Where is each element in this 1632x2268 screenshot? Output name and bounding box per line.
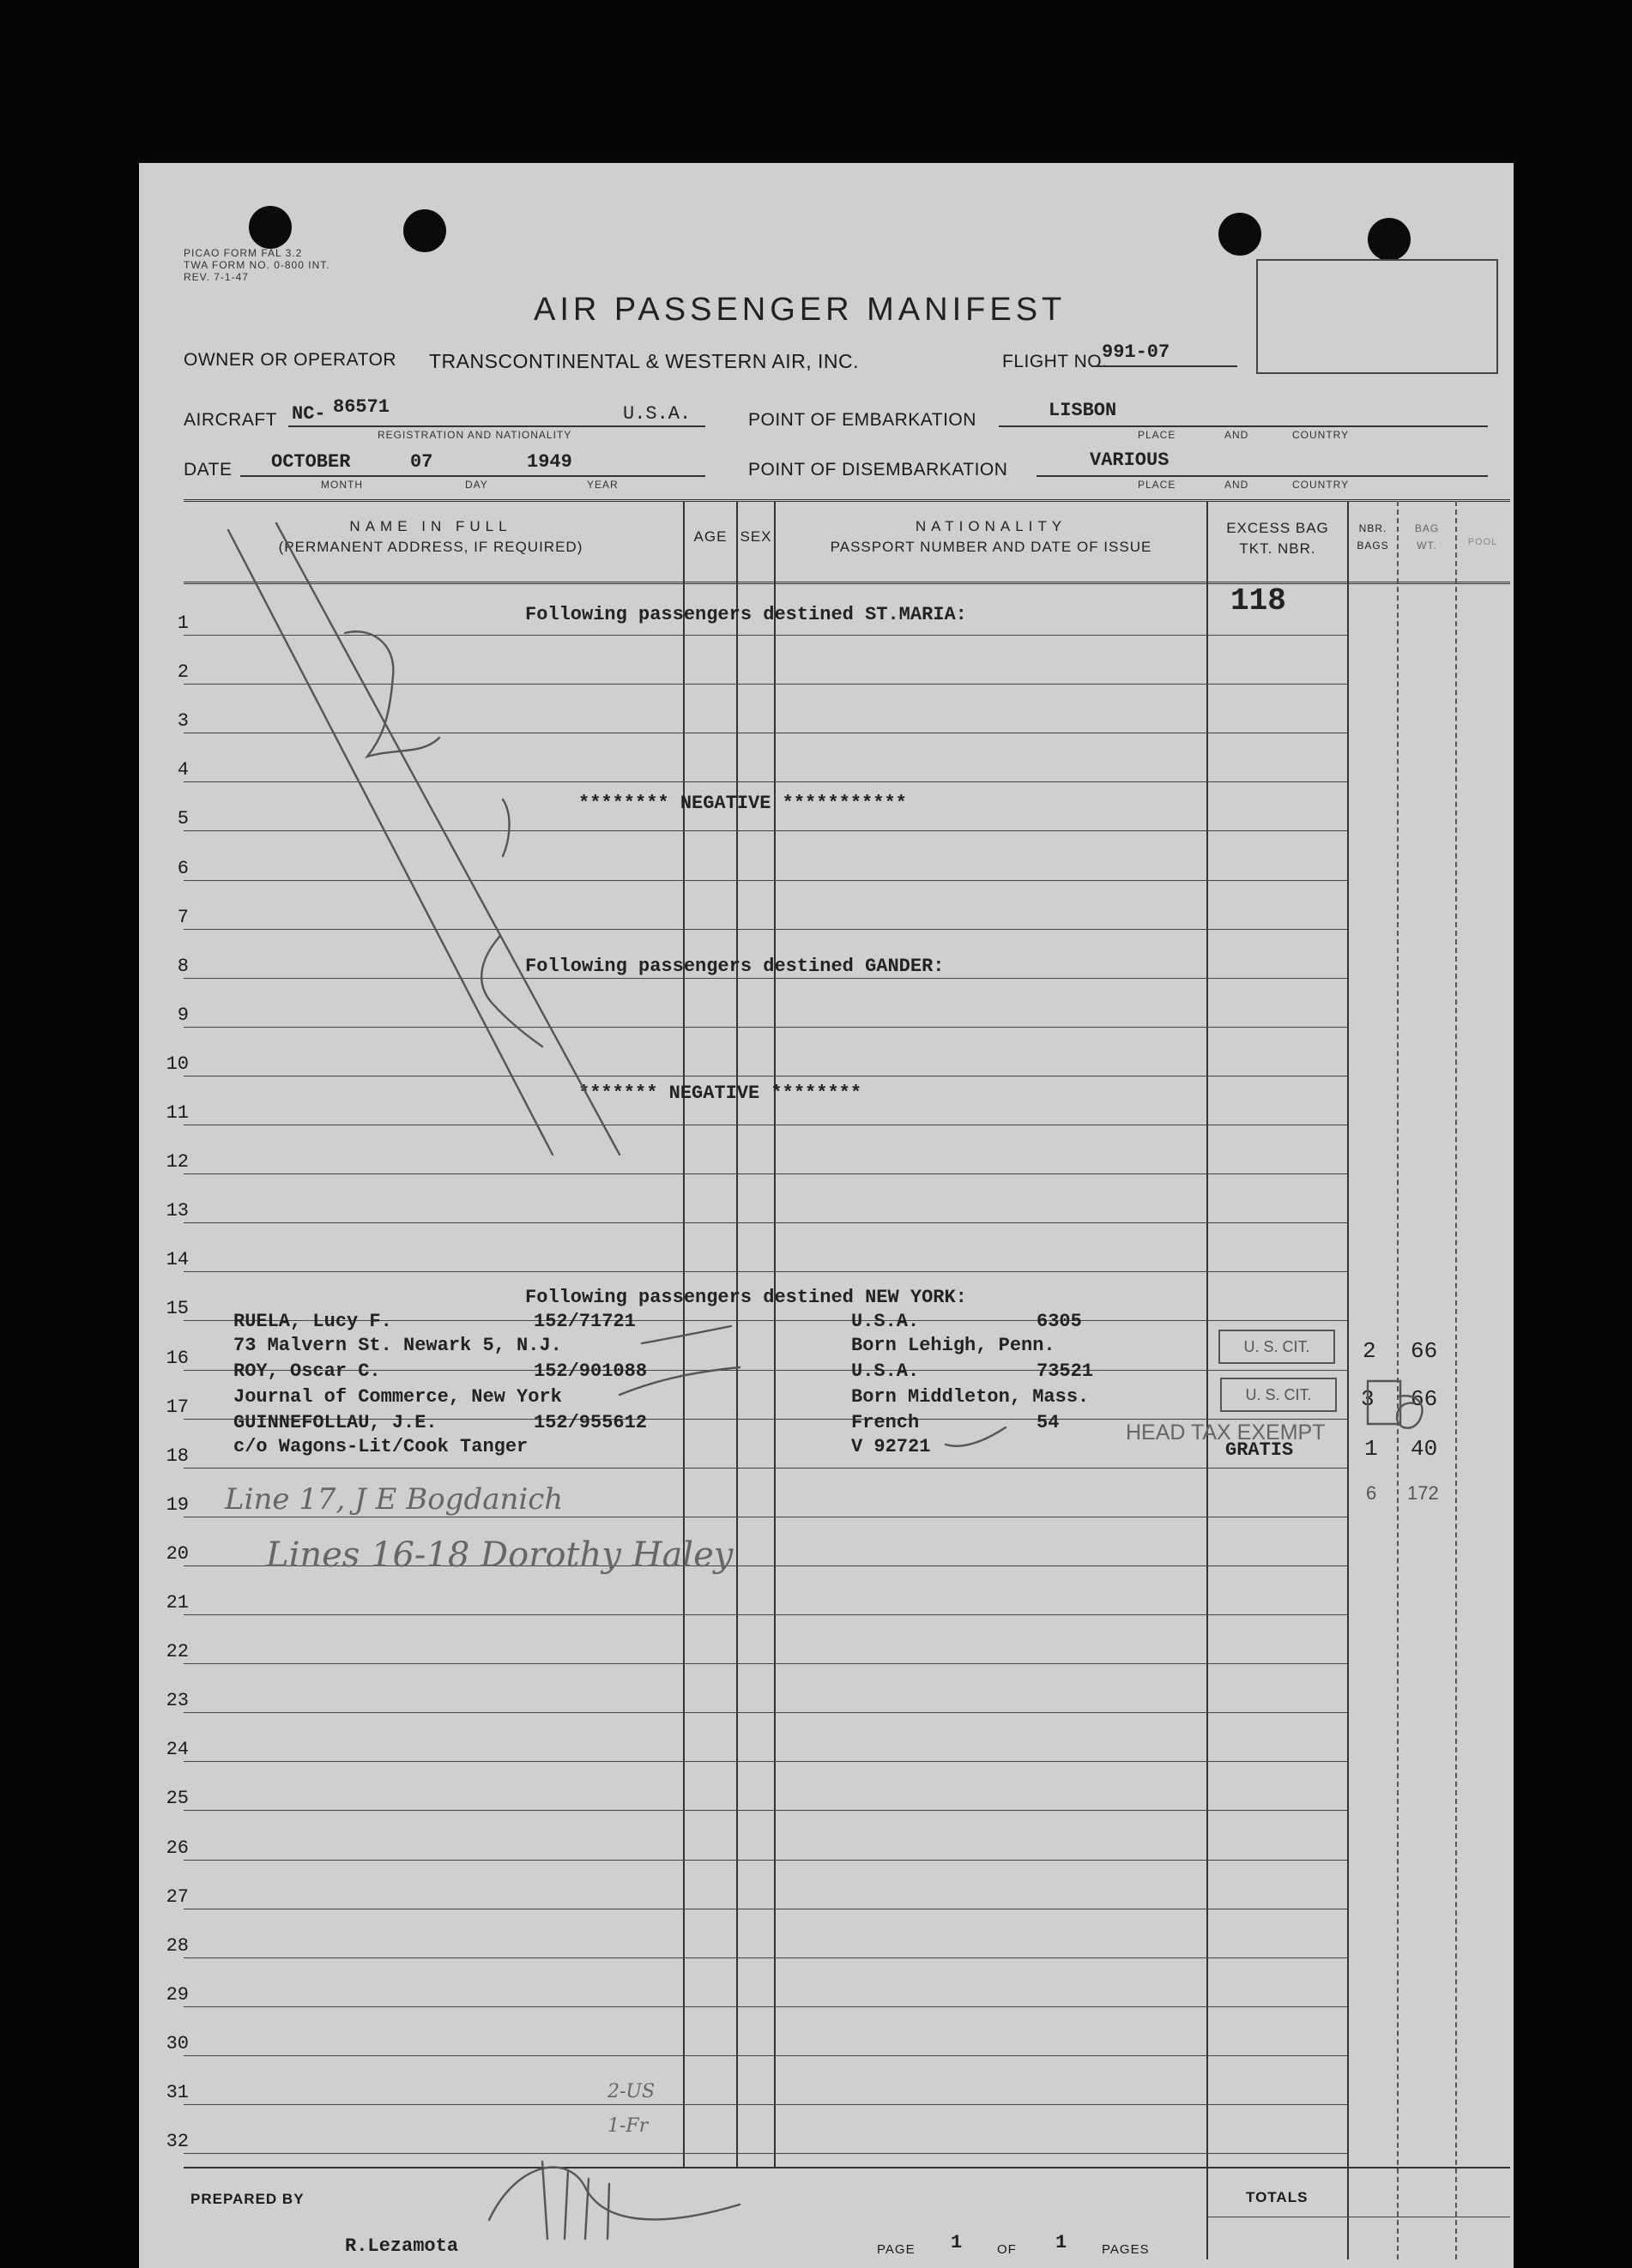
passenger-nat-extra: 73521 [1037,1360,1094,1382]
passenger-passport: 152/955612 [534,1412,648,1433]
aircraft-nationality: U.S.A. [623,403,692,425]
destination-st-maria: Following passengers destined ST.MARIA: [525,604,967,625]
embark-place: PLACE [1138,429,1176,441]
row-number: 15 [166,1298,189,1319]
col-header-nbr-line2: BAGS [1357,540,1389,552]
embarkation-label: POINT OF EMBARKATION [748,410,976,430]
passenger-address: c/o Wagons-Lit/Cook Tanger [233,1436,529,1457]
passenger-nationality: French [851,1412,920,1433]
passenger-bags: 1 [1364,1436,1378,1462]
pen-tick [642,1326,731,1343]
aircraft-registration: 86571 [333,396,390,418]
cancel-stroke [228,530,553,1155]
page-number: 1 [951,2232,963,2253]
page-count: 1 [1055,2232,1067,2253]
prepared-by-label: PREPARED BY [190,2191,305,2207]
owner-label: OWNER OR OPERATOR [184,350,397,370]
embark-country: COUNTRY [1292,429,1350,441]
row-number: 24 [166,1739,189,1760]
passenger-excess: GRATIS [1225,1439,1294,1461]
handwritten-note: Line 17, J E Bogdanich [225,1482,564,1517]
passenger-address: 73 Malvern St. Newark 5, N.J. [233,1335,562,1356]
passenger-detail: Born Lehigh, Penn. [851,1335,1055,1356]
disembarkation-label: POINT OF DISEMBARKATION [748,460,1008,480]
destination-new-york: Following passengers destined NEW YORK: [525,1287,967,1308]
totals-label: TOTALS [1246,2189,1309,2205]
row-number: 26 [166,1837,189,1859]
form-id-line: PICAO FORM FAL 3.2 [184,247,303,259]
disembark-place: PLACE [1138,479,1176,491]
manifest-paper [139,163,1514,2268]
col-header-excess-line1: EXCESS BAG [1226,520,1329,536]
row-number: 16 [166,1348,189,1369]
row-number: 1 [177,612,189,634]
col-header-wt-line1: BAG [1414,522,1440,534]
row-number: 14 [166,1249,189,1270]
registration-sublabel: REGISTRATION AND NATIONALITY [378,429,572,441]
disembark-and: AND [1224,479,1249,491]
row-number: 31 [166,2082,189,2103]
cancel-stroke [276,523,620,1155]
date-year: 1949 [527,451,572,473]
passenger-weight: 66 [1411,1386,1438,1412]
date-day: 07 [410,451,433,473]
form-id-line: TWA FORM NO. 0-800 INT. [184,259,330,271]
passenger-bags: 3 [1361,1386,1375,1412]
row-number: 5 [177,808,189,829]
page-title: AIR PASSENGER MANIFEST [534,292,1067,328]
col-header-age: AGE [693,528,728,545]
row-number: 23 [166,1690,189,1711]
row-number: 22 [166,1641,189,1662]
date-month-sublabel: MONTH [321,479,363,491]
row-number: 20 [166,1543,189,1565]
preparer-signature [542,2162,609,2239]
citizen-stamp: U. S. CIT. [1220,1378,1337,1412]
row-number: 12 [166,1151,189,1173]
row-number: 11 [166,1102,189,1124]
row-number: 13 [166,1200,189,1221]
row-number: 4 [177,759,189,781]
passenger-name: ROY, Oscar C. [233,1360,381,1382]
col-header-sex: SEX [740,528,772,545]
date-month: OCTOBER [271,451,351,473]
operator-name: TRANSCONTINENTAL & WESTERN AIR, INC. [429,350,860,372]
row-number: 19 [166,1494,189,1516]
row-number: 9 [177,1004,189,1026]
row-number: 17 [166,1396,189,1418]
check-mark [946,1427,1006,1446]
aircraft-prefix: NC- [292,403,326,425]
flight-number: 991-07 [1102,341,1170,363]
page-label: PAGE [877,2242,916,2257]
row-number: 2 [177,661,189,683]
handwritten-nil [503,799,510,856]
flight-label: FLIGHT NO. [1002,352,1108,371]
handwritten-count: 1-Fr [607,2115,649,2137]
preparer-signature [489,2167,740,2220]
col-header-pool: POOL [1467,537,1498,547]
embarkation-value: LISBON [1049,400,1117,421]
row-number: 8 [177,956,189,977]
pen-marks [139,163,1514,2268]
row-number: 18 [166,1445,189,1467]
col-header-excess-line2: TKT. NBR. [1239,540,1316,557]
passenger-nationality: U.S.A. [851,1360,920,1382]
col-header-nbr-line1: NBR. [1358,522,1387,534]
passenger-passport: 152/71721 [534,1311,636,1332]
row-number: 6 [177,858,189,879]
row-number: 32 [166,2131,189,2152]
embark-and: AND [1224,429,1249,441]
passenger-detail: V 92721 [851,1436,931,1457]
col-header-name-line2: (PERMANENT ADDRESS, IF REQUIRED) [278,539,583,555]
destination-gander: Following passengers destined GANDER: [525,956,945,977]
passenger-passport: 152/901088 [534,1360,648,1382]
passenger-name: RUELA, Lucy F. [233,1311,392,1332]
passenger-weight: 40 [1411,1436,1438,1462]
handwritten-note: Lines 16-18 Dorothy Haley [266,1535,734,1575]
passenger-nat-extra: 6305 [1037,1311,1082,1332]
disembarkation-value: VARIOUS [1090,449,1170,471]
passenger-address: Journal of Commerce, New York [233,1386,562,1408]
passenger-nationality: U.S.A. [851,1311,920,1332]
col-header-name-line1: NAME IN FULL [349,518,512,534]
row-number: 3 [177,710,189,732]
passenger-weight: 66 [1411,1338,1438,1364]
of-label: OF [997,2242,1017,2257]
passenger-nat-extra: 54 [1037,1412,1060,1433]
row-number: 21 [166,1592,189,1614]
passenger-bags: 2 [1363,1338,1376,1364]
col-header-nat-line1: NATIONALITY [915,518,1067,534]
col-header-nat-line2: PASSPORT NUMBER AND DATE OF ISSUE [830,539,1152,555]
passenger-name: GUINNEFOLLAU, J.E. [233,1412,438,1433]
pages-label: PAGES [1102,2242,1150,2257]
aircraft-label: AIRCRAFT [184,410,277,430]
row-number: 7 [177,907,189,928]
negative-note: ******** NEGATIVE *********** [578,793,907,814]
row-number: 27 [166,1886,189,1908]
date-label: DATE [184,460,233,480]
date-day-sublabel: DAY [465,479,488,491]
form-id-line: REV. 7-1-47 [184,271,249,283]
row-number: 29 [166,1984,189,2006]
row-number: 10 [166,1053,189,1075]
row-number: 25 [166,1788,189,1809]
negative-note: ******* NEGATIVE ******** [578,1083,862,1104]
passenger-detail: Born Middleton, Mass. [851,1386,1090,1408]
preparer-name: R.Lezamota [345,2235,459,2257]
row-number: 30 [166,2033,189,2054]
col-header-wt-line2: WT. [1417,540,1437,552]
total-bags: 6 [1366,1482,1377,1504]
total-weight: 172 [1407,1482,1439,1504]
handwritten-count: 2-US [607,2081,656,2102]
handwritten-nil [481,937,542,1047]
disembark-country: COUNTRY [1292,479,1350,491]
row-number: 28 [166,1935,189,1957]
citizen-stamp: U. S. CIT. [1218,1330,1335,1364]
excess-ticket-number: 118 [1230,583,1286,618]
pen-tick [620,1367,740,1395]
tax-stamp: HEAD TAX EXEMPT [1126,1421,1326,1445]
date-year-sublabel: YEAR [587,479,619,491]
pen-box [1368,1381,1400,1424]
